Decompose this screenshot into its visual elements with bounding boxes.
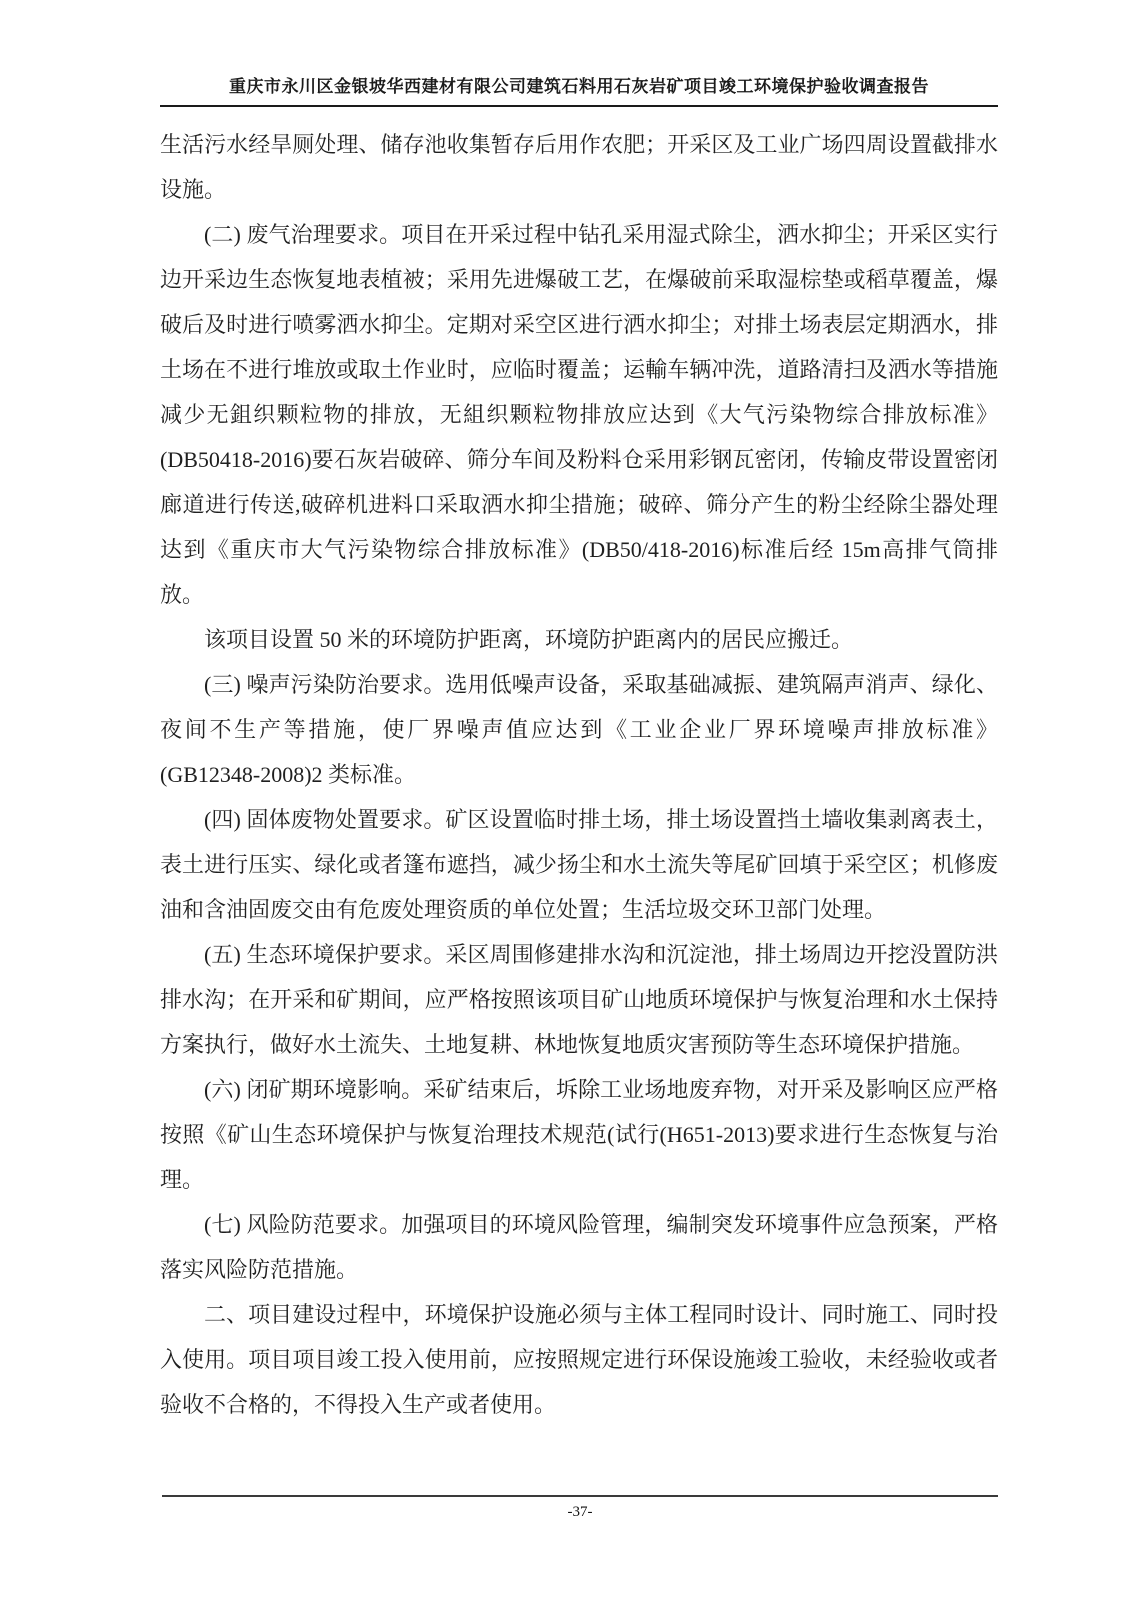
document-body: [160, 122, 998, 1427]
body-paragraph: (四) 固体废物处置要求。矿区设置临时排土场，排土场设置挡土墙收集剥离表土，表土进行压实、绿化或者篷布遮挡，减少扬尘和水土流失等尾矿回填于采空区；机修废油和含油固废交由有危废处理资质的单位处置；生活垃圾交环卫部门处理。: [160, 807, 998, 922]
body-paragraph: 生活污水经旱厕处理、储存池收集暂存后用作农肥；开采区及工业广场四周设置截排水设施。: [160, 132, 998, 202]
body-paragraph: 二、项目建设过程中，环境保护设施必须与主体工程同时设计、同时施工、同时投入使用。项目项目竣工投入使用前，应按照规定进行环保设施竣工验收，未经验收或者验收不合格的，不得投入生产或者使用。: [160, 1302, 998, 1417]
body-paragraph: (三) 噪声污染防治要求。选用低噪声设备，采取基础减振、建筑隔声消声、绿化、夜间不生产等措施，使厂界噪声值应达到《工业企业厂界环境噪声排放标准》(GB12348-2008)2 类标准。: [160, 672, 998, 787]
body-paragraph: (二) 废气治理要求。项目在开采过程中钻孔采用湿式除尘，洒水抑尘；开采区实行边开采边生态恢复地表植被；采用先进爆破工艺，在爆破前采取湿棕垫或稻草覆盖，爆破后及时进行喷雾洒水抑尘。定期对采空区进行洒水抑尘；对排土场表层定期洒水，排土场在不进行堆放或取土作业时，应临时覆盖；运輸车辆冲洗，道路清扫及洒水等措施减少无鉏织颗粒物的排放，无組织颗粒物排放应达到《大气污染物综合排放标准》(DB50418-2016)要石灰岩破碎、筛分车间及粉料仓采用彩钢瓦密闭，传输皮带设置密闭廊道进行传送,破碎机进料口采取洒水抑尘措施；破碎、筛分产生的粉尘经除尘器处理达到《重庆市大气污染物综合排放标准》(DB50/418-2016)标准后经 15m高排气筒排放。: [160, 222, 998, 607]
body-paragraph: 该项目设置 50 米的环境防护距离，环境防护距离内的居民应搬迁。: [204, 627, 854, 652]
page-number: -37-: [567, 1504, 593, 1520]
footer-rule: [162, 1495, 998, 1497]
header-title: 重庆市永川区金银坡华西建材有限公司建筑石料用石灰岩矿项目竣工环境保护验收调查报告: [160, 76, 998, 107]
body-paragraph: (六) 闭矿期环境影响。采矿结束后，坼除工业场地废弃物，对开采及影响区应严格按照《矿山生态环境保护与恢复治理技术规范(试行(H651-2013)要求进行生态恢复与治理。: [160, 1077, 998, 1192]
body-paragraph: (七) 风险防范要求。加强项目的环境风险管理，编制突发环境事件应急预案，严格落实风险防范措施。: [160, 1212, 998, 1282]
body-paragraph: (五) 生态环境保护要求。采区周围修建排水沟和沉淀池，排土场周边开挖没置防洪排水沟；在开采和矿期间，应严格按照该项目矿山地质环境保护与恢复治理和水土保持方案执行，做好水土流失、土地复耕、林地恢复地质灾害预防等生态环境保护措施。: [160, 942, 998, 1057]
